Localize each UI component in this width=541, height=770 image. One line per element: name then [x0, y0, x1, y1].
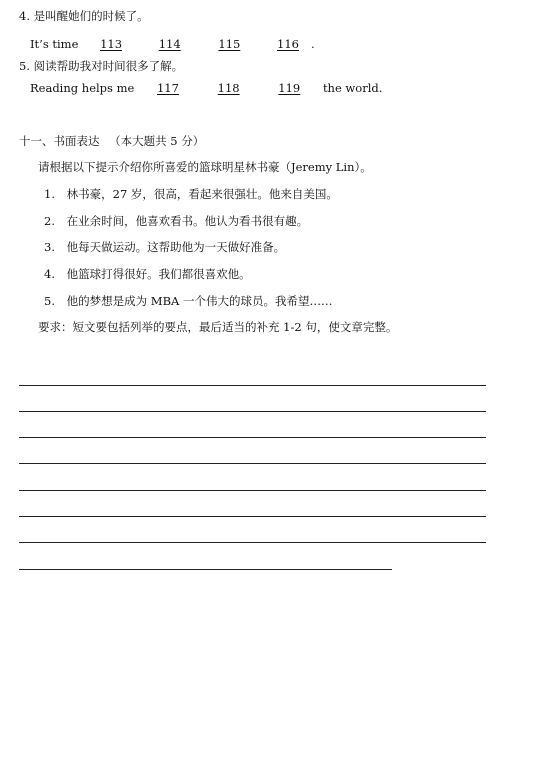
hint-item [44, 213, 308, 229]
question-4-sentence [30, 37, 315, 51]
hint-item [44, 186, 338, 202]
hint-number: 1. [44, 187, 55, 201]
hint-number: 5. [44, 294, 55, 308]
hint-text: 他的梦想是成为 MBA 一个伟大的球员。我希望…… [66, 294, 333, 308]
blank-117[interactable]: 117 [156, 81, 179, 95]
blank-115[interactable]: 115 [218, 37, 241, 51]
writing-line[interactable] [19, 463, 486, 464]
section-title: 十一、书面表达 [19, 134, 100, 148]
hint-text: 林书豪，27 岁，很高，看起来很强壮。他来自美国。 [66, 187, 338, 201]
question-5-tail: the world. [322, 81, 383, 95]
writing-line[interactable] [19, 490, 486, 491]
writing-line[interactable] [19, 437, 486, 438]
writing-line[interactable] [19, 385, 486, 386]
section-points: （本大题共 5 分） [109, 134, 205, 148]
blank-118[interactable]: 118 [217, 81, 240, 95]
hint-number: 4. [44, 267, 55, 281]
hint-number: 3. [44, 240, 55, 254]
blank-114[interactable]: 114 [158, 37, 181, 51]
question-4-lead: It’s time [30, 37, 79, 51]
hint-text: 在业余时间，他喜欢看书。他认为看书很有趣。 [66, 214, 309, 228]
question-5-lead: Reading helps me [30, 81, 135, 95]
hint-number: 2. [44, 214, 55, 228]
writing-requirement: 要求：短文要包括列举的要点，最后适当的补充 1-2 句，使文章完整。 [38, 320, 398, 334]
writing-line[interactable] [19, 411, 486, 412]
writing-line[interactable] [19, 516, 486, 517]
blank-113[interactable]: 113 [100, 37, 123, 51]
writing-instruction: 请根据以下提示介绍你所喜爱的篮球明星林书豪（Jeremy Lin）。 [38, 160, 372, 174]
hint-item [44, 266, 251, 282]
hint-text: 他每天做运动。这帮助他为一天做好准备。 [66, 240, 286, 254]
question-4-prompt: 4. 是叫醒她们的时候了。 [19, 9, 149, 23]
question-4-tail: . [311, 37, 315, 51]
section-heading [19, 133, 204, 149]
writing-line[interactable] [19, 542, 486, 543]
hint-item [44, 293, 332, 309]
hint-item [44, 239, 285, 255]
blank-116[interactable]: 116 [277, 37, 299, 51]
writing-line[interactable] [19, 569, 392, 570]
question-5-sentence [30, 81, 382, 95]
blank-119[interactable]: 119 [278, 81, 301, 95]
question-5-prompt: 5. 阅读帮助我对时间很多了解。 [19, 59, 184, 73]
hint-text: 他篮球打得很好。我们都很喜欢他。 [66, 267, 251, 281]
